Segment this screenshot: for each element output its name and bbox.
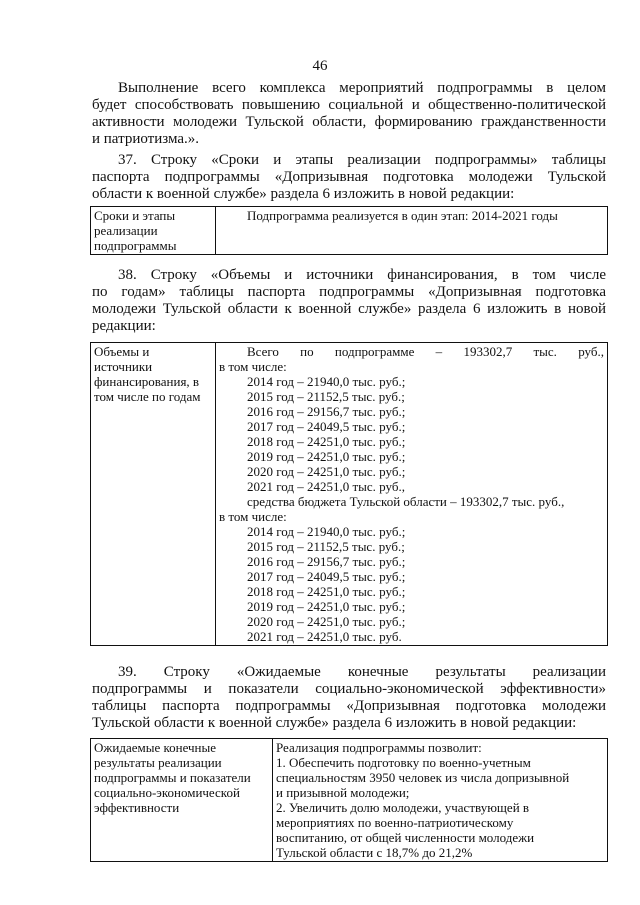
text-line: паспорта подпрограммы «Допризывная подготовка молодежи Тульской [92,169,606,185]
table-row [91,343,608,646]
item-38-paragraph [92,267,606,335]
results-table [90,738,608,862]
table-row [91,739,608,862]
table-label-cell: Объемы и источники финансирования, в том числе по годам [91,343,216,646]
text-line: по годам» таблицы паспорта подпрограммы «Допризывная подготовка [92,284,606,300]
text-line: таблицы паспорта подпрограммы «Допризывная подготовка молодежи [92,698,606,714]
table-label-cell: Ожидаемые конечные результаты реализации подпрограммы и показатели социально-экономической эффективности [91,739,273,862]
text-line: молодежи Тульской области к военной службе» раздела 6 изложить в новой [92,301,606,317]
budget-line: средства бюджета Тульской области – 193302,7 тыс. руб., [247,494,565,509]
table-value-cell: Подпрограмма реализуется в один этап: 2014-2021 годы [216,207,608,255]
item-37-paragraph [92,152,606,203]
item-39-paragraph [92,664,606,732]
text-line: редакции: [92,318,156,334]
text-line: активности молодежи Тульской области, формированию гражданственности [92,114,606,130]
text-line: 37. Строку «Сроки и этапы реализации подпрограммы» таблицы [118,152,606,168]
text-line: 38. Строку «Объемы и источники финансирования, в том числе [118,267,606,283]
funding-table [90,342,608,646]
table-row [91,207,608,255]
table-value-cell: Реализация подпрограммы позволит: 1. Обеспечить подготовку по военно-учетным специальностям 3950 человек из числа допризывной и призывной молодежи; 2. Увеличить долю молодежи, участвующей в мероприятиях по военно-патриотическому воспитанию, от общей численности молодежи Тульской области с 18,7% до 21,2% [273,739,608,862]
table-value-cell: Всего по подпрограмме – 193302,7 тыс. руб., в том числе: 2014 год – 21940,0 тыс. руб.; 2015 год – 21152,5 тыс. руб.; 2016 год – 29156,7 тыс. руб.; 2017 год – 24049,5 тыс. руб.; 2018 год – 24251,0 тыс. руб.; 2019 год – 24251,0 тыс. руб.; 2020 год – 24251,0 тыс. руб.; 2021 год – 24251,0 тыс. руб., средства бюджета Тульской области – 193302,7 тыс. руб., в том числе: 2014 год – 21940,0 тыс. руб.; 2015 год – 21152,5 тыс. руб.; 2016 год – 29156,7 тыс. руб.; 2017 год – 24049,5 тыс. руб.; 2018 год – 24251,0 тыс. руб.; 2019 год – 24251,0 тыс. руб.; 2020 год – 24251,0 тыс. руб.; 2021 год – 24251,0 тыс. руб. [216,343,608,646]
text-line: Выполнение всего комплекса мероприятий подпрограммы в целом [118,80,606,96]
terms-table [90,206,608,255]
table-label-cell: Сроки и этапы реализации подпрограммы [91,207,216,255]
page-number: 46 [312,58,328,74]
intro-paragraph [92,80,606,148]
text-line: Тульской области к военной службе» раздела 6 изложить в новой редакции: [92,715,577,731]
total-line: Всего по подпрограмме – 193302,7 тыс. руб., [247,344,604,359]
text-line: и патриотизма.». [92,131,199,147]
text-line: области к военной службе» раздела 6 изложить в новой редакции: [92,186,515,202]
text-line: будет способствовать повышению социальной и общественно-политической [92,97,606,113]
text-line: подпрограммы и показатели социально-экономической эффективности» [92,681,606,697]
text-line: 39. Строку «Ожидаемые конечные результаты реализации [118,664,606,680]
